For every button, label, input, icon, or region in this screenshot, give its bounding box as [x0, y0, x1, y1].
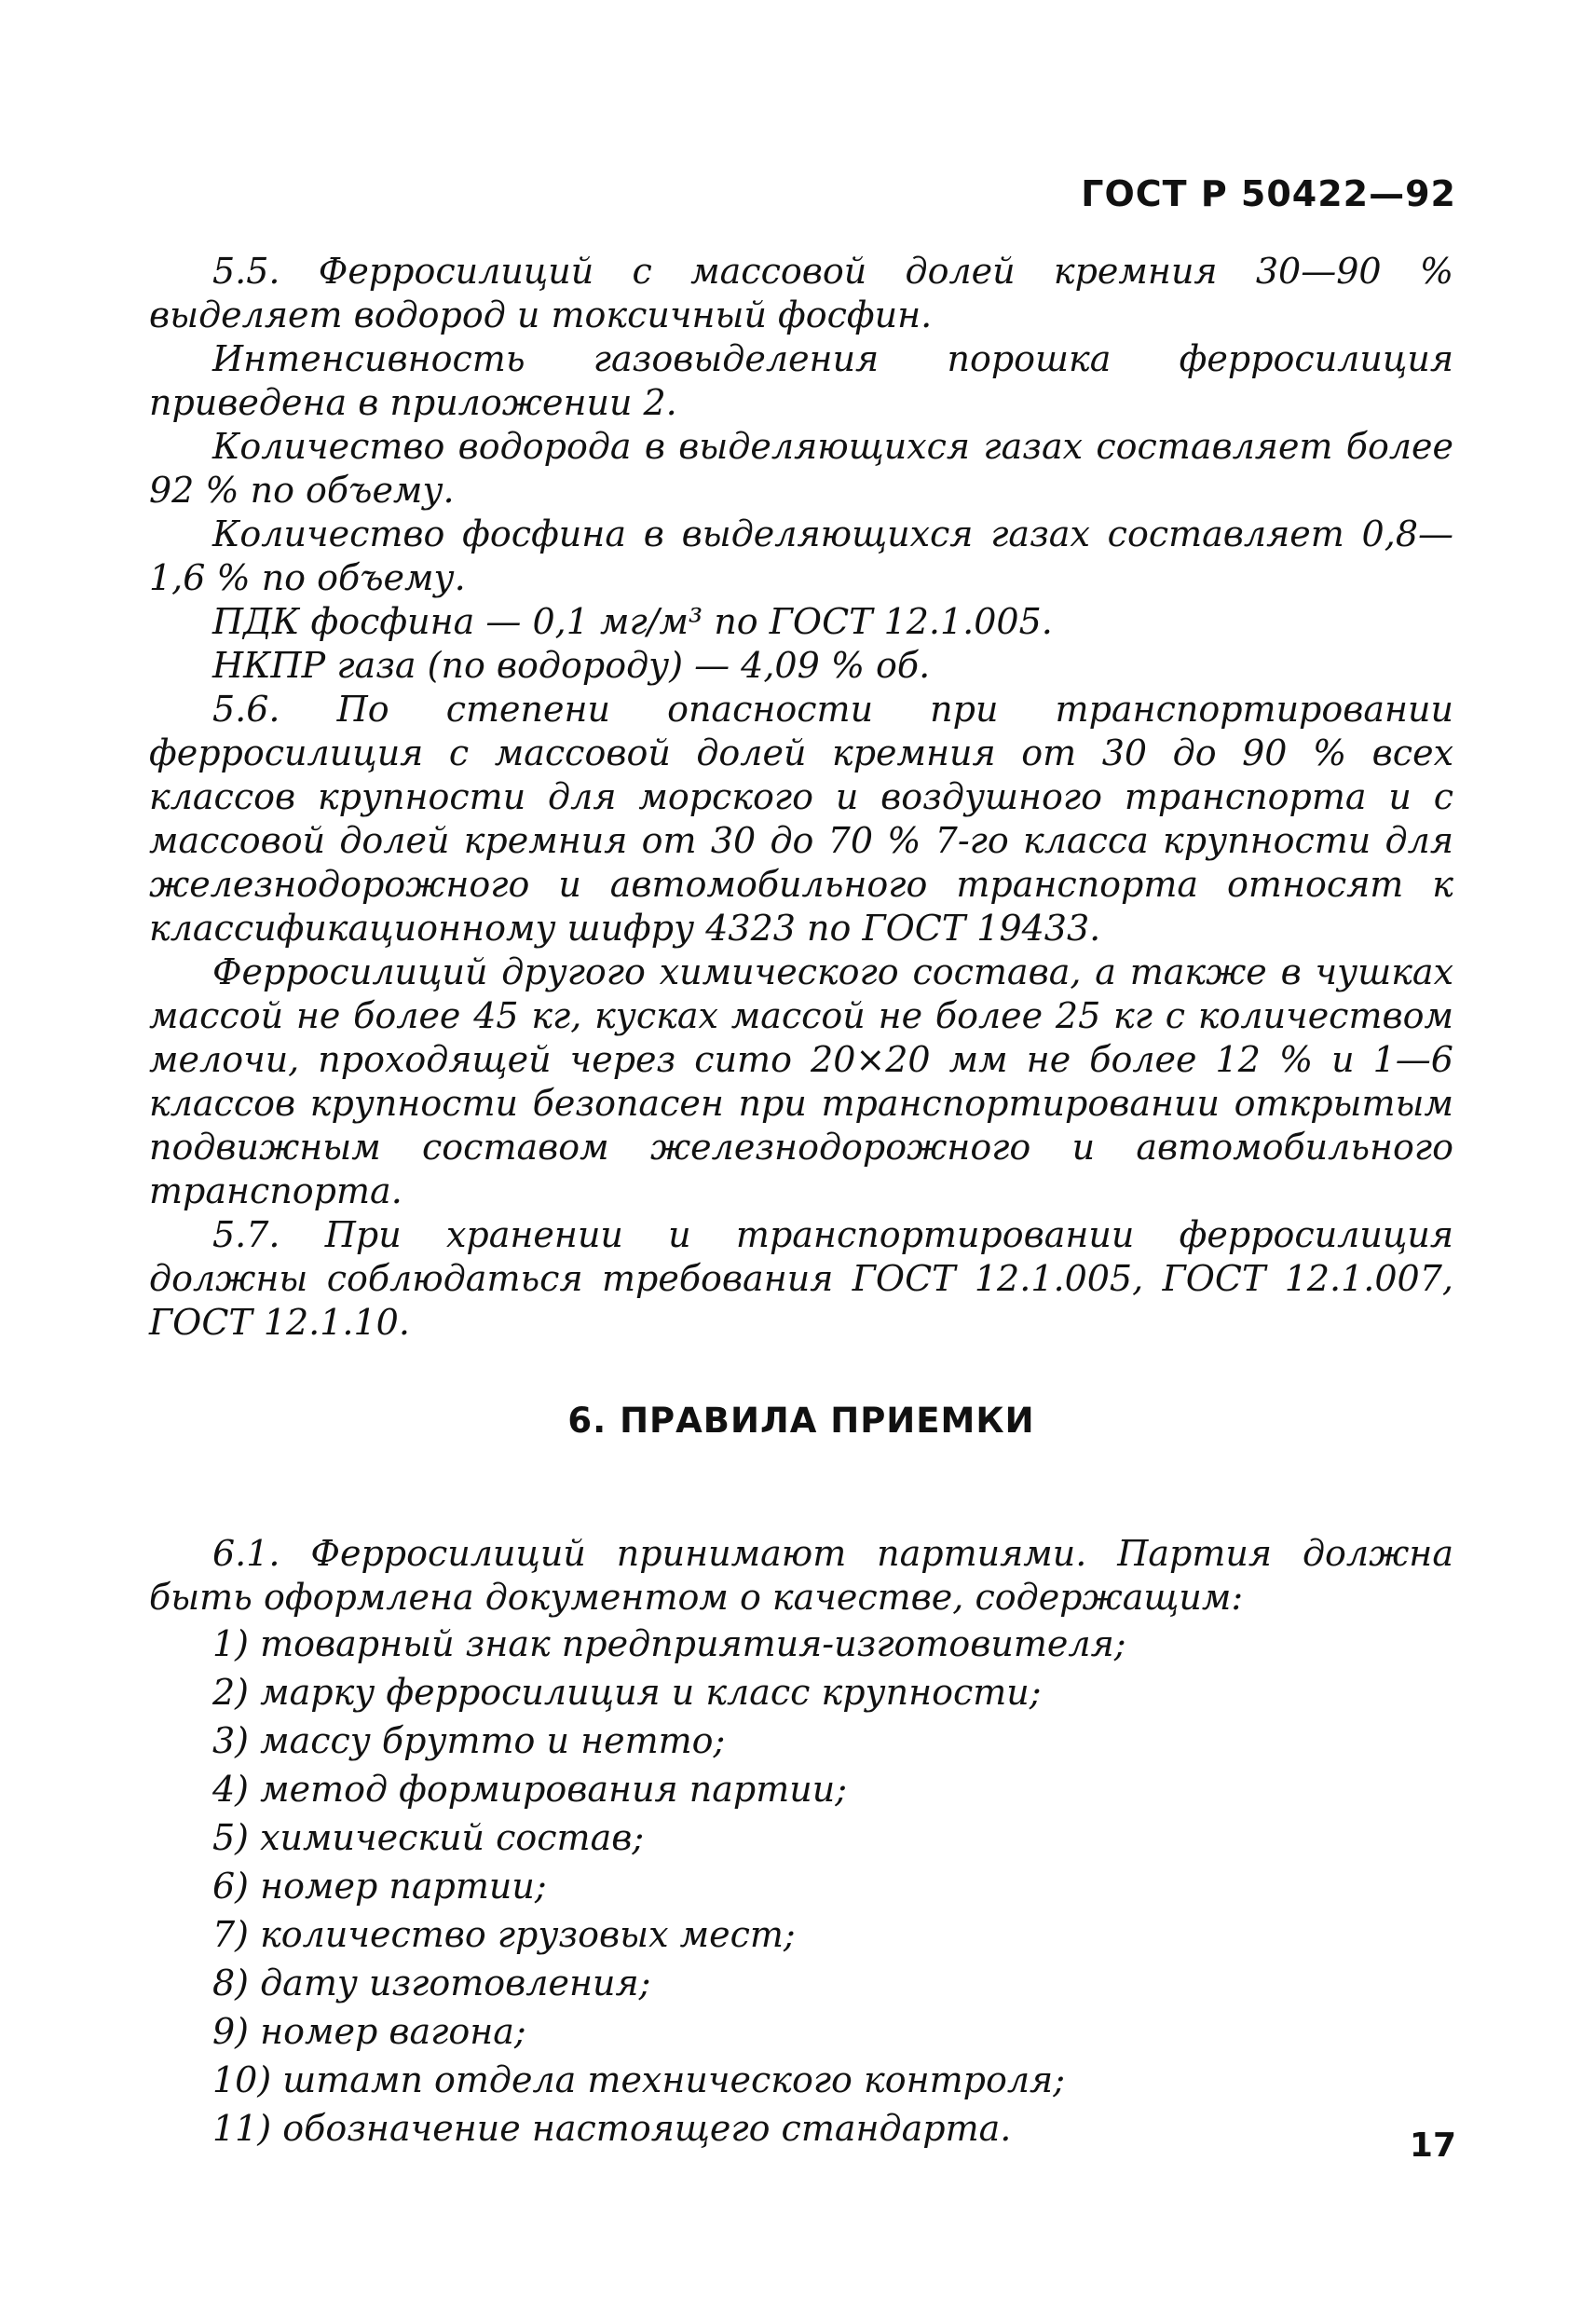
- list-item: 6) номер партии;: [212, 1866, 547, 1907]
- paragraph-6-1: 6.1. Ферросилиций принимают партиями. Партия должна быть оформлена документом о качестве, содержащим:: [149, 1533, 1453, 1618]
- paragraph-pdk: ПДК фосфина — 0,1 мг/м³ по ГОСТ 12.1.005.: [212, 601, 1053, 642]
- list-item: 11) обозначение настоящего стандарта.: [212, 2108, 1012, 2149]
- acceptance-list: [149, 1620, 1453, 2153]
- list-item: 5) химический состав;: [212, 1817, 645, 1858]
- paragraph-hydrogen: Количество водорода в выделяющихся газах составляет более 92 % по объему.: [149, 426, 1453, 511]
- paragraph-phosphine: Количество фосфина в выделяющихся газах составляет 0,8—1,6 % по объему.: [149, 513, 1453, 598]
- list-item: 4) метод формирования партии;: [212, 1769, 848, 1810]
- page-body: [149, 250, 1453, 2153]
- section-6-heading: 6. ПРАВИЛА ПРИЕМКИ: [567, 1401, 1035, 1441]
- list-item: 10) штамп отдела технического контроля;: [212, 2059, 1066, 2100]
- list-item: 9) номер вагона;: [212, 2011, 526, 2052]
- list-item: 3) массу брутто и нетто;: [212, 1720, 726, 1761]
- list-item: 8) дату изготовления;: [212, 1962, 651, 2003]
- page-number: 17: [1409, 2126, 1456, 2165]
- standard-header: ГОСТ Р 50422—92: [1081, 173, 1456, 214]
- list-item: 2) марку ферросилиция и класс крупности;: [212, 1672, 1042, 1713]
- paragraph-5-6: 5.6. По степени опасности при транспортировании ферросилиция с массовой долей кремния от 30 до 90 % всех классов крупности для морского и воздушного транспорта и с массовой долей кремния от 30 до 70 % 7-го класса крупности для железнодорожного и автомобильного транспорта относят к классификационному шифру 4323 по ГОСТ 19433.: [149, 689, 1453, 949]
- paragraph-5-7: 5.7. При хранении и транспортировании ферросилиция должны соблюдаться требования ГОСТ 12.1.005, ГОСТ 12.1.007, ГОСТ 12.1.10.: [149, 1214, 1453, 1343]
- paragraph-nkpr: НКПР газа (по водороду) — 4,09 % об.: [212, 645, 931, 686]
- paragraph-5-5: 5.5. Ферросилиций с массовой долей кремния 30—90 % выделяет водород и токсичный фосфин.: [149, 251, 1453, 335]
- list-item: 1) товарный знак предприятия-изготовителя;: [212, 1623, 1126, 1664]
- paragraph-other-composition: Ферросилиций другого химического состава, а также в чушках массой не более 45 кг, кусках массой не более 25 кг с количеством мелочи, проходящей через сито 20×20 мм не более 12 % и 1—6 классов крупности безопасен при транспортировании открытым подвижным составом железнодорожного и автомобильного транспорта.: [149, 951, 1453, 1211]
- paragraph-gas-intensity: Интенсивность газовыделения порошка ферросилиция приведена в приложении 2.: [149, 338, 1453, 423]
- list-item: 7) количество грузовых мест;: [212, 1914, 796, 1955]
